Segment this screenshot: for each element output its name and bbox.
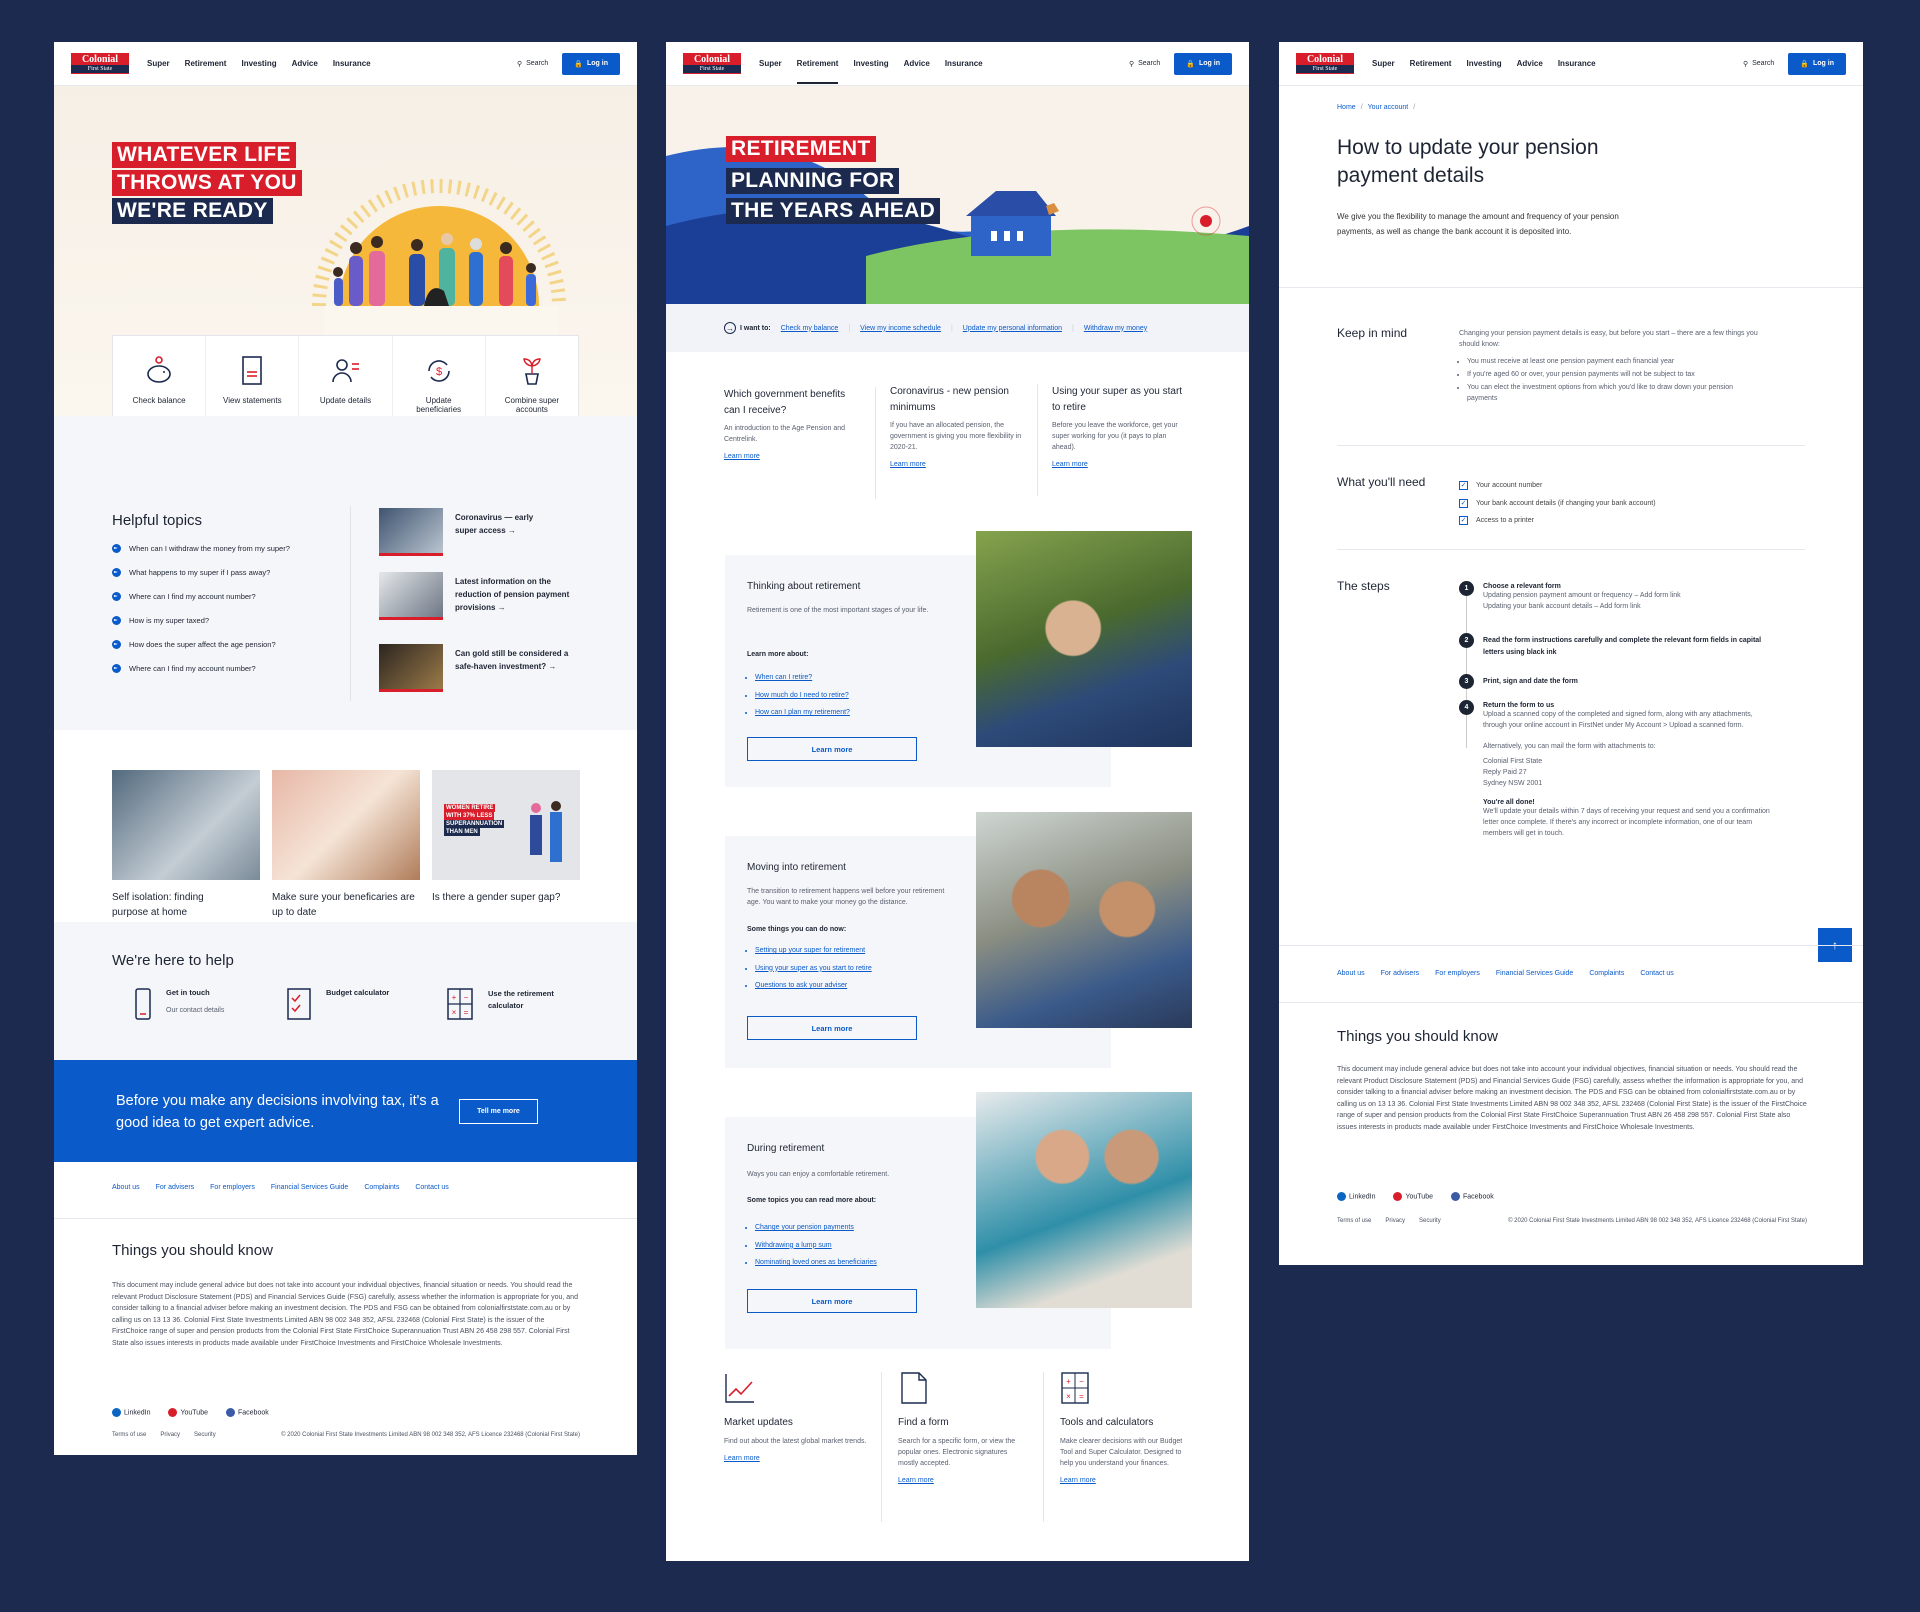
- helpful-topics-title: Helpful topics: [112, 512, 203, 529]
- piggy-bank-icon: [143, 354, 175, 388]
- nav-super[interactable]: Super: [759, 59, 782, 68]
- hero-line-1: RETIREMENT: [726, 136, 876, 162]
- security-link[interactable]: Security: [1419, 1218, 1441, 1224]
- footer-employers[interactable]: For employers: [1435, 970, 1480, 977]
- linkedin-link[interactable]: LinkedIn: [112, 1408, 150, 1417]
- articles: [112, 770, 580, 920]
- help-budget-calculator[interactable]: Budget calculator: [286, 988, 389, 1020]
- the-steps-title: The steps: [1337, 579, 1390, 593]
- nav-insurance[interactable]: Insurance: [944, 59, 983, 68]
- what-you-need-title: What you'll need: [1337, 475, 1426, 489]
- nav-advice[interactable]: Advice: [291, 59, 318, 68]
- quick-view-statements[interactable]: View statements: [206, 336, 299, 432]
- section-card: Moving into retirement The transition to retirement happens well before your retirement age. You want to make your money go the distance. Some things you can do now: • Setting up your super for retirement • Using your super as you start to retire • Questions to ask your adviser Learn more: [725, 836, 1111, 1068]
- nav-investing[interactable]: Investing: [853, 59, 889, 68]
- search-icon: ⚲: [1128, 60, 1135, 68]
- dollar-cycle-icon: [423, 354, 455, 388]
- hero-line-2: PLANNING FOR: [726, 168, 899, 194]
- facebook-icon: [1451, 1192, 1460, 1201]
- quick-check-balance[interactable]: Check balance: [113, 336, 206, 432]
- svg-text:+: +: [451, 993, 457, 1002]
- house-icon: [966, 191, 1056, 256]
- linkedin-icon: [1337, 1192, 1346, 1201]
- article-image: WOMEN RETIRE WITH 37% LESS SUPERANNUATION THAN MEN: [432, 770, 580, 880]
- site-header: [54, 42, 637, 86]
- arrow-circle-icon: →: [726, 323, 734, 333]
- svg-text:+: +: [1066, 1377, 1071, 1386]
- topic-link[interactable]: How is my super taxed?: [112, 616, 327, 625]
- footer-advisers[interactable]: For advisers: [1380, 970, 1420, 977]
- cyclist-photo: [976, 531, 1192, 747]
- svg-text:−: −: [463, 993, 469, 1002]
- learn-more-link[interactable]: Learn more: [1060, 1477, 1096, 1484]
- tools-row: [724, 1372, 1204, 1522]
- news-item[interactable]: Can gold still be considered a safe-haven investment? →: [379, 644, 583, 692]
- copyright: © 2020 Colonial First State Investments Limited ABN 98 002 348 352, AFS Licence 232468 (Colonial First State): [1508, 1218, 1807, 1224]
- arrow-circle-icon: [112, 616, 121, 625]
- search-icon: ⚲: [516, 60, 523, 68]
- news-item[interactable]: Latest information on the reduction of pension payment provisions →: [379, 572, 571, 620]
- learn-more-link[interactable]: Learn more: [1052, 461, 1088, 468]
- step-number: 2: [1459, 633, 1474, 648]
- list-item: ✓ Your bank account details (if changing your bank account): [1460, 499, 1656, 507]
- search-button[interactable]: ⚲ Search: [516, 60, 549, 68]
- learn-more-button[interactable]: Learn more: [747, 1016, 917, 1040]
- lock-icon: 🔒: [1800, 60, 1809, 68]
- facebook-link[interactable]: Facebook: [1451, 1192, 1494, 1201]
- main-nav: [147, 59, 371, 68]
- section-link[interactable]: • Questions to ask your adviser: [755, 977, 872, 995]
- terms-link[interactable]: Terms of use: [112, 1432, 147, 1438]
- article-card[interactable]: WOMEN RETIRE WITH 37% LESS SUPERANNUATION THAN MEN Is there a gender super gap?: [432, 770, 580, 920]
- people-illustration: [524, 800, 570, 870]
- nav-retirement[interactable]: Retirement: [797, 59, 839, 84]
- svg-text:−: −: [1079, 1377, 1084, 1386]
- topic-link[interactable]: How does the super affect the age pension?: [112, 640, 327, 649]
- article-image: [272, 770, 420, 880]
- legal-text: This document may include general advice but does not take into account your individual objectives, financial situation or needs. You should read the relevant Product Disclosure Statement (PDS) and Financial Services Guide (FSG) carefully, assess whether the information is appropriate for you, and consider talking to a financial adviser before making an investment decision. The PDS and FSG can be obtained from colonialfirststate.com.au or by calling us on 13 13 36. Colonial First State Investments Limited ABN 98 002 348 352, AFSL 232468 (Colonial First State) is the issuer of the FirstChoice range of super and pension products from the Colonial First State FirstChoice Superannuation Trust ABN 26 458 298 557. Colonial First State also issues interests in products made available under FirstChoice Investments and FirstChoice Wholesale Investments.: [112, 1282, 578, 1347]
- footer-contact[interactable]: Contact us: [1640, 970, 1674, 977]
- info-cards: [724, 387, 1198, 499]
- footer-links: [112, 1184, 449, 1191]
- news-thumbnail: [379, 572, 443, 620]
- nav-retirement[interactable]: Retirement: [1409, 59, 1452, 68]
- learn-more-button[interactable]: Learn more: [747, 737, 917, 761]
- quick-update-beneficiaries[interactable]: $ Update beneficiaries: [393, 336, 486, 432]
- info-card[interactable]: Which government benefits can I receive? An introduction to the Age Pension and Centrelink. Learn more: [724, 387, 876, 499]
- site-header: [1279, 42, 1863, 86]
- news-thumbnail: [379, 644, 443, 692]
- brand-logo[interactable]: Colonial First State: [71, 53, 129, 74]
- facebook-link[interactable]: Facebook: [226, 1408, 269, 1417]
- page-title: How to update your pension payment details: [1337, 136, 1599, 187]
- nav-advice[interactable]: Advice: [1516, 59, 1543, 68]
- footer-about[interactable]: About us: [1337, 970, 1365, 977]
- learn-more-link[interactable]: Learn more: [898, 1477, 934, 1484]
- step-number: 1: [1459, 581, 1474, 596]
- list-item: ✓ Your account number: [1460, 482, 1543, 489]
- learn-more-link[interactable]: Learn more: [724, 453, 760, 460]
- nav-investing[interactable]: Investing: [241, 59, 277, 68]
- help-get-in-touch[interactable]: Get in touch Our contact details: [134, 988, 224, 1020]
- trend-chart-icon: [724, 1372, 756, 1404]
- i-want-to-bar: → I want to: Check my balance | View my income schedule | Update my personal information | Withdraw my money: [666, 304, 1249, 352]
- youtube-link[interactable]: YouTube: [168, 1408, 208, 1417]
- svg-text:×: ×: [1066, 1392, 1071, 1401]
- topic-link[interactable]: When can I withdraw the money from my super?: [112, 544, 327, 553]
- article-image: [112, 770, 260, 880]
- section-link[interactable]: • Withdrawing a lump sum: [755, 1237, 877, 1255]
- learn-more-link[interactable]: Learn more: [724, 1455, 760, 1462]
- learn-more-button[interactable]: Learn more: [747, 1289, 917, 1313]
- login-button[interactable]: 🔒 Log in: [562, 53, 620, 75]
- document-icon: [236, 354, 268, 388]
- calculator-icon: [446, 988, 474, 1020]
- arrow-circle-icon: [112, 640, 121, 649]
- brand-logo[interactable]: Colonial First State: [683, 53, 741, 74]
- quick-update-details[interactable]: Update details: [299, 336, 392, 432]
- search-button[interactable]: ⚲ Search: [1128, 60, 1161, 68]
- hero: [666, 86, 1249, 304]
- bottom-bar: [112, 1432, 580, 1438]
- footer-fsg[interactable]: Financial Services Guide: [1495, 970, 1574, 977]
- step-item: 3 Print, sign and date the form: [1459, 674, 1578, 689]
- youtube-icon: [168, 1408, 177, 1417]
- youtube-link[interactable]: YouTube: [1393, 1192, 1433, 1201]
- security-link[interactable]: Security: [194, 1432, 216, 1438]
- section-link[interactable]: • Nominating loved ones as beneficiaries: [755, 1254, 877, 1272]
- checkbox-icon: ✓: [1460, 482, 1467, 489]
- youtube-icon: [1393, 1192, 1402, 1201]
- svg-text:=: =: [1079, 1392, 1084, 1401]
- keep-in-mind-title: Keep in mind: [1337, 326, 1408, 340]
- site-header: [666, 42, 1249, 86]
- help-title: We're here to help: [112, 952, 234, 969]
- couple-photo: [976, 812, 1192, 1028]
- lock-icon: 🔒: [574, 60, 583, 68]
- section-link[interactable]: • Change your pension payments: [755, 1219, 877, 1237]
- section-link[interactable]: • How can I plan my retirement?: [755, 704, 850, 722]
- footer-about[interactable]: About us: [112, 1184, 140, 1191]
- nav-super[interactable]: Super: [147, 59, 170, 68]
- breadcrumb-home[interactable]: Home: [1337, 104, 1356, 111]
- nav-advice[interactable]: Advice: [903, 59, 930, 68]
- user-edit-icon: [330, 354, 362, 388]
- list-item: • If you're aged 60 or over, your pension payments will not be subject to tax: [1467, 369, 1774, 380]
- svg-text:×: ×: [451, 1008, 457, 1017]
- plant-icon: [516, 354, 548, 388]
- list-item: ✓ Access to a printer: [1460, 517, 1534, 524]
- facebook-icon: [226, 1408, 235, 1417]
- nav-insurance[interactable]: Insurance: [332, 59, 371, 68]
- section-link[interactable]: • How much do I need to retire?: [755, 687, 850, 705]
- breadcrumb-account[interactable]: Your account: [1367, 104, 1409, 111]
- helpful-topics-section: [54, 416, 637, 730]
- home-page: [54, 42, 637, 1455]
- footer-complaints[interactable]: Complaints: [364, 1184, 400, 1191]
- list-item: • You must receive at least one pension payment each financial year: [1467, 356, 1774, 367]
- privacy-link[interactable]: Privacy: [1385, 1218, 1406, 1224]
- breadcrumb: Home / Your account /: [1337, 104, 1416, 111]
- info-card[interactable]: Coronavirus - new pension minimums If you have an allocated pension, the government is giving you more flexibility in 2020-21. Learn more: [876, 384, 1038, 496]
- step-number: 3: [1459, 674, 1474, 689]
- calculator-icon: [1060, 1372, 1092, 1404]
- section-card: Thinking about retirement Retirement is one of the most important stages of your life. Learn more about: • When can I retire? • How much do I need to retire? • How can I plan my retirement? Learn more: [725, 555, 1111, 787]
- help-retirement-calculator[interactable]: + − × = Use the retirement calculator: [446, 988, 570, 1020]
- topic-link[interactable]: Where can I find my account number?: [112, 592, 327, 601]
- nav-retirement[interactable]: Retirement: [184, 59, 227, 68]
- family-sun-illustration: [294, 156, 594, 341]
- arrow-circle-icon: [112, 592, 121, 601]
- learn-more-link[interactable]: Learn more: [890, 461, 926, 468]
- section-link[interactable]: • When can I retire?: [755, 669, 850, 687]
- section-link[interactable]: • Using your super as you start to retire: [755, 960, 872, 978]
- nav-insurance[interactable]: Insurance: [1557, 59, 1596, 68]
- login-button[interactable]: 🔒 Log in: [1174, 53, 1232, 75]
- linkedin-icon: [112, 1408, 121, 1417]
- checkbox-icon: ✓: [1460, 499, 1467, 507]
- tool-card[interactable]: + − × = Tools and calculators Make clearer decisions with our Budget Tool and Super Calculator. Designed to help you understand your finances. Learn more: [1044, 1372, 1204, 1522]
- tool-card[interactable]: Find a form Search for a specific form, or view the popular ones. Electronic signatures mostly accepted. Learn more: [882, 1372, 1044, 1522]
- main-nav: [759, 59, 983, 68]
- step-number: 4: [1459, 700, 1474, 715]
- svg-text:=: =: [463, 1008, 469, 1017]
- nav-super[interactable]: Super: [1372, 59, 1395, 68]
- footer-advisers[interactable]: For advisers: [155, 1184, 195, 1191]
- footer-links: [1337, 970, 1674, 977]
- phone-icon: [134, 988, 152, 1020]
- hero-line-3: THE YEARS AHEAD: [726, 198, 940, 224]
- section-link[interactable]: • Setting up your super for retirement: [755, 942, 872, 960]
- personal-info-link[interactable]: Update my personal information: [962, 324, 1062, 332]
- linkedin-link[interactable]: LinkedIn: [1337, 1192, 1375, 1201]
- arrow-circle-icon: [112, 544, 121, 553]
- quick-combine-super[interactable]: Combine super accounts: [486, 336, 578, 432]
- article-card[interactable]: Self isolation: finding purpose at home: [112, 770, 260, 920]
- svg-text:$: $: [435, 366, 442, 378]
- terms-link[interactable]: Terms of use: [1337, 1218, 1372, 1224]
- brand-logo[interactable]: Colonial First State: [1296, 53, 1354, 74]
- news-item[interactable]: Coronavirus — early super access →: [379, 508, 555, 556]
- form-document-icon: [898, 1372, 930, 1404]
- pension-article-page: Colonial First State Super Retirement Investing Advice Insurance ⚲ Search 🔒 Log in Home / Your account / How to update your pension payment details We give you the flexibility to manage the amount and frequency of your pension payments, as well as change the bank account it is deposited into. Keep in mind Changing your pension payment details is easy, but before you start – there are a few things you should know: • You must receive at least one pension payment each financial year • If you're aged 60 or over, your pension payments will not be subject to tax • You can elect the investment options from which you'd like to draw down your pension payments What you'll need ✓ Your account number ✓ Your bank account details (if changing your bank account) ✓ Access to a printer The steps 1 Choose a relevant form Updating pension payment amount or frequency – Add form link Updating your bank account details – Add form link 2 Read the form instructions carefully and complete the relevant form fields in capital letters using black ink 3 Print, sign and date the form 4 Return the form to us Upload a scanned copy of the completed and signed form, along with any attachments, through your online account in FirstNet under My Account > Upload a scanned form. Alternatively, you can mail the form with attachments to: Colonial First State Reply Paid 27 Sydney NSW 2001 You're all done! We'll update your details within 7 days of receiving your request and send you a confirmation letter once complete. If there's any incorrect or incomplete information, one of our team members will get in touch. About us For advisers For employers Financial Services Guide Complaints Contact us Things you should know This document may include general advice but does not take into account your individual objectives, financial situation or needs. You should read the relevant Product Disclosure Statement (PDS) and Financial Services Guide (FSG) carefully, assess whether the information is appropriate for you, and consider talking to a financial adviser before making an investment decision. The PDS and FSG can be obtained from colonialfirststate.com.au or by calling us on 13 13 36. Colonial First State Investments Limited ABN 98 002 348 352, AFSL 232468 (Colonial First State) is the issuer of the FirstChoice range of super and pension products from the Colonial First State FirstChoice Superannuation Trust ABN 26 458 298 557. Colonial First State also issues interests in products made available under FirstChoice Investments and FirstChoice Wholesale Investments. LinkedIn YouTube Facebook Terms of use Privacy Security © 2020 Colonial First State Investments Limited ABN 98 002 348 352, AFS Licence 232468 (Colonial First State): [1279, 42, 1863, 1265]
- login-button[interactable]: 🔒 Log in: [1788, 53, 1846, 75]
- cooking-couple-photo: [976, 1092, 1192, 1308]
- lock-icon: 🔒: [1186, 60, 1195, 68]
- privacy-link[interactable]: Privacy: [160, 1432, 181, 1438]
- footer-employers[interactable]: For employers: [210, 1184, 255, 1191]
- step-item: 4 Return the form to us Upload a scanned copy of the completed and signed form, along with any attachments, through your online account in FirstNet under My Account > Upload a scanned form. Alternatively, you can mail the form with attachments to: Colonial First State Reply Paid 27 Sydney NSW 2001 You're all done! We'll update your details within 7 days of receiving your request and send you a confirmation letter once complete. If there's any incorrect or incomplete information, one of our team members will get in touch.: [1459, 700, 1773, 839]
- checkbox-icon: ✓: [1460, 517, 1467, 524]
- step-item: 1 Choose a relevant form Updating pension payment amount or frequency – Add form link Updating your bank account details – Add form link: [1459, 581, 1773, 612]
- hero-line-2: THROWS AT YOU: [112, 170, 302, 196]
- legal-text: This document may include general advice but does not take into account your individual objectives, financial situation or needs. You should read the relevant Product Disclosure Statement (PDS) and Financial Services Guide (FSG) carefully, assess whether the information is appropriate for you, and consider talking to a financial adviser before making an investment decision. The PDS and FSG can be obtained from colonialfirststate.com.au or by calling us on 13 13 36. Colonial First State Investments Limited ABN 98 002 348 352, AFSL 232468 (Colonial First State) is the issuer of the FirstChoice range of super and pension products from the Colonial First State FirstChoice Superannuation Trust ABN 26 458 298 557. Colonial First State also issues interests in products made available under FirstChoice Investments and FirstChoice Wholesale Investments.: [1337, 1066, 1807, 1131]
- retirement-page: [666, 42, 1249, 1561]
- main-nav: [1372, 59, 1596, 68]
- nav-investing[interactable]: Investing: [1466, 59, 1502, 68]
- intro-text: We give you the flexibility to manage the amount and frequency of your pension payments, as well as change the bank account it is deposited into.: [1337, 212, 1619, 236]
- news-thumbnail: [379, 508, 443, 556]
- tool-card[interactable]: Market updates Find out about the latest global market trends. Learn more: [724, 1372, 882, 1522]
- list-item: • You can elect the investment options from which you'd like to draw down your pension payments: [1467, 382, 1757, 404]
- info-card[interactable]: Using your super as you start to retire Before you leave the workforce, get your super working for you (it pays to plan ahead). Learn more: [1052, 386, 1183, 468]
- tell-me-more-button[interactable]: Tell me more: [459, 1099, 538, 1124]
- advice-banner: Before you make any decisions involving tax, it's a good idea to get expert advice. Tell me more: [54, 1060, 637, 1162]
- footer-complaints[interactable]: Complaints: [1589, 970, 1625, 977]
- arrow-circle-icon: [112, 568, 121, 577]
- social-links: [1337, 1192, 1494, 1201]
- copyright: © 2020 Colonial First State Investments Limited ABN 98 002 348 352, AFS Licence 232468 (Colonial First State): [281, 1432, 580, 1438]
- hero-line-1: WHATEVER LIFE: [112, 142, 296, 168]
- check-balance-link[interactable]: Check my balance: [780, 324, 839, 332]
- topic-link[interactable]: What happens to my super if I pass away?: [112, 568, 327, 577]
- footer-fsg[interactable]: Financial Services Guide: [270, 1184, 349, 1191]
- social-links: [112, 1408, 269, 1417]
- hero-line-3: WE'RE READY: [112, 198, 273, 224]
- search-button[interactable]: ⚲ Search: [1742, 60, 1775, 68]
- step-item: 2 Read the form instructions carefully and complete the relevant form fields in capital letters using black ink: [1459, 633, 1773, 659]
- topic-link[interactable]: Where can I find my account number?: [112, 664, 327, 673]
- things-you-should-know-title: Things you should know: [112, 1242, 273, 1259]
- bottom-bar: [1337, 1218, 1807, 1224]
- withdraw-link[interactable]: Withdraw my money: [1083, 324, 1148, 332]
- income-schedule-link[interactable]: View my income schedule: [860, 324, 941, 332]
- arrow-circle-icon: [112, 664, 121, 673]
- things-you-should-know-title: Things you should know: [1337, 1028, 1498, 1045]
- footer-contact[interactable]: Contact us: [415, 1184, 449, 1191]
- article-card[interactable]: Make sure your beneficaries are up to date: [272, 770, 420, 920]
- section-card: During retirement Ways you can enjoy a comfortable retirement. Some topics you can read more about: • Change your pension payments • Withdrawing a lump sum • Nominating loved ones as beneficiaries Learn more: [725, 1117, 1111, 1349]
- checklist-icon: [286, 988, 312, 1020]
- search-icon: ⚲: [1742, 60, 1749, 68]
